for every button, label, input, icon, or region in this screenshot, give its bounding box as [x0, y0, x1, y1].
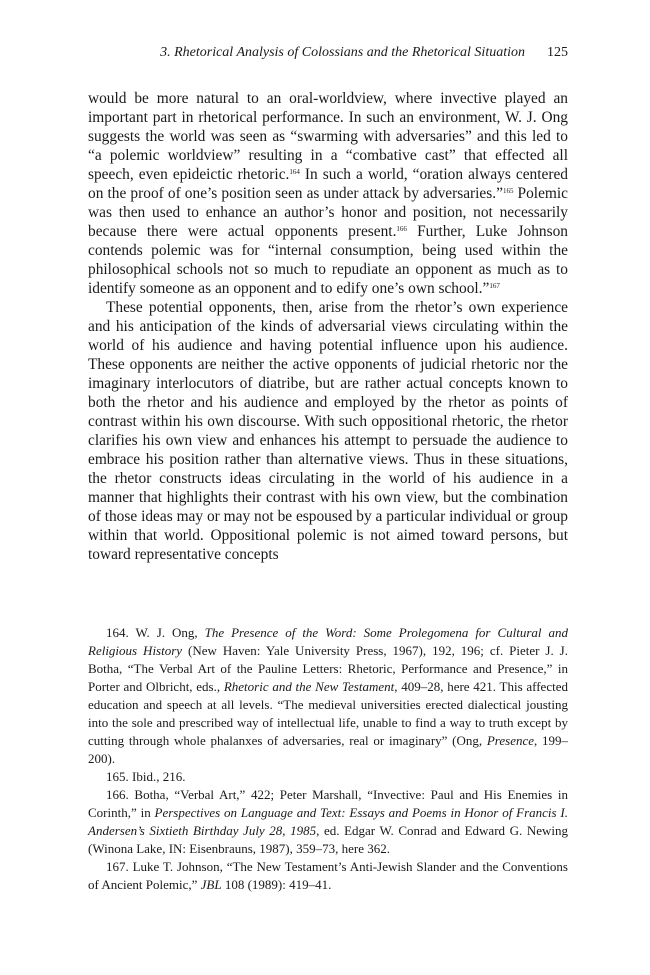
footnotes [88, 624, 568, 894]
footnote-165: 165. Ibid., 216. [106, 769, 186, 784]
fn166-title: Perspectives on Language and Text: Essays and Poems in Honor of Francis I. Andersen’s Sixtieth Birthday July 28, 1985 [88, 805, 568, 838]
p1-sentence-4: Further, Luke Johnson contends polemic was for “internal consumption, being used within the philosophical schools not so much to repudiate an opponent as much as to identify someone as an opponent and to edify one’s own school.” [88, 223, 568, 297]
fn164-part-a: 164. W. J. Ong, [106, 625, 205, 640]
p1-sentence-1: would be more natural to an oral-worldview, where invective played an important part in rhetorical performance. In such an environment, W. J. Ong suggests the world was seen as “swarming with adversaries” and this led to “a polemic worldview” resulting in a “combative cast” that effected all speech, even epideictic rhetoric. [88, 90, 568, 183]
footnote-ref-164: 164 [289, 168, 300, 176]
p1-sentence-2: In such a world, “oration always centered on the proof of one’s position seen as under attack by adversaries.” [88, 166, 568, 202]
fn164-short-title: Presence [486, 733, 535, 748]
running-header [88, 44, 568, 62]
p1-sentence-3: Polemic was then used to enhance an author’s honor and position, not necessarily because there were actual opponents present. [88, 185, 568, 240]
footnote-167 [88, 858, 568, 894]
main-text [88, 89, 568, 564]
fn166-part-a: 166. Botha, “Verbal Art,” 422; Peter Marshall, “Invective: Paul and His Enemies in Corinth,” in [88, 787, 568, 820]
footnote-166 [88, 786, 568, 858]
fn167-journal: JBL [200, 877, 222, 892]
fn167-part-c: 108 (1989): 419–41. [221, 877, 332, 892]
fn164-part-c: (New Haven: Yale University Press, 1967), 192, 196; cf. Pieter J. J. Botha, “The Verbal Art of the Pauline Letters: Rhetoric, Performance and Presence,” in Porter and Olbricht, eds., [88, 643, 568, 694]
fn164-title: The Presence of the Word: Some Prolegomena for Cultural and Religious History [88, 625, 568, 658]
fn167-part-a: 167. Luke T. Johnson, “The New Testament’s Anti-Jewish Slander and the Conventions of Ancient Polemic,” [88, 859, 568, 892]
footnote-ref-165: 165 [502, 187, 514, 195]
page-number: 125 [547, 45, 568, 60]
fn164-book-title: Rhetoric and the New Testament [223, 679, 395, 694]
chapter-title: 3. Rhetorical Analysis of Colossians and the Rhetorical Situation [160, 45, 525, 60]
fn164-part-g: , 199–200). [88, 733, 568, 766]
fn166-part-c: , ed. Edgar W. Conrad and Edward G. Newing (Winona Lake, IN: Eisenbrauns, 1987), 359–73, here 362. [88, 823, 568, 856]
footnote-164 [88, 624, 568, 768]
paragraph-2: These potential opponents, then, arise from the rhetor’s own experience and his anticipation of the kinds of adversarial views circulating within the world of his audience and having potential influence upon his audience. These opponents are neither the active opponents of judicial rhetoric nor the imaginary interlocutors of diatribe, but are rather actual concepts known to both the rhetor and his audience and employed by the rhetor as points of contrast within his own discourse. With such oppositional rhetoric, the rhetor clarifies his own view and enhances his attempt to persuade the audience to embrace his position rather than alternative views. Thus in these situations, the rhetor constructs ideas circulating in the world of his audience in a manner that highlights their contrast with his own view, but the combination of those ideas may or may not be espoused by a particular individual or group within that world. Oppositional polemic is not aimed toward persons, but toward representative concepts [88, 299, 568, 563]
paragraph-1 [88, 89, 568, 298]
footnote-ref-166: 166 [396, 225, 407, 233]
fn164-part-e: , 409–28, here 421. This affected education and speech at all levels. “The medieval universities erected dialectical jousting into the sole and prescribed way of intellectual life, unable to find a way to truth except by cutting through whole phalanxes of adversaries, real or imaginary” (Ong, [88, 679, 568, 748]
footnote-ref-167: 167 [489, 282, 500, 290]
